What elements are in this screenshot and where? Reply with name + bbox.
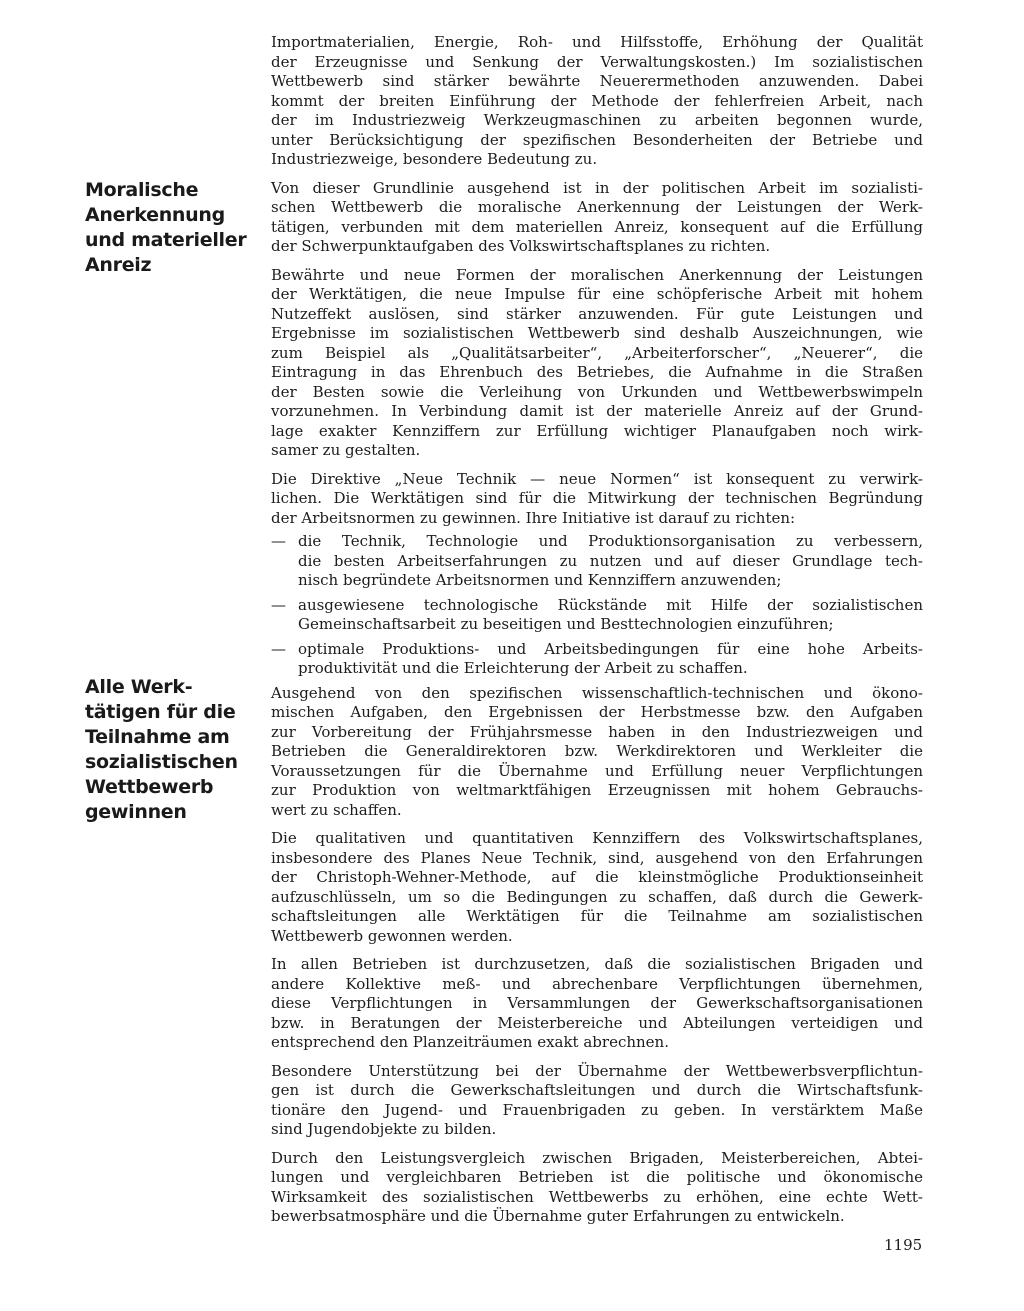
list-dash: —	[271, 639, 286, 658]
text-line: unter Berücksichtigung der spezifischen Besonderheiten der Betriebe und	[271, 130, 923, 149]
sidenote-all-workers	[85, 675, 260, 825]
sidenote-line: gewinnen	[85, 801, 187, 823]
text-line: zur Produktion von weltmarktfähigen Erzeugnissen mit hohem Gebrauchs-	[271, 781, 923, 799]
text-line: Durch den Leistungsvergleich zwischen Brigaden, Meisterbereichen, Abtei-	[271, 1148, 923, 1167]
text-line: Die Direktive „Neue Technik — neue Normen“ ist konsequent zu verwirk-	[271, 469, 923, 488]
text-line: Importmaterialien, Energie, Roh- und Hilfsstoffe, Erhöhung der Qualität	[271, 33, 923, 51]
text-line: der Besten sowie die Verleihung von Urkunden und Wettbewerbswimpeln	[271, 382, 923, 401]
sidenote-line: Teilnahme am	[85, 726, 230, 748]
list-item	[271, 532, 923, 591]
text-line: sind Jugendobjekte zu bilden.	[271, 1120, 497, 1138]
text-line: nisch begründete Arbeitsnormen und Kennziffern anzuwenden;	[298, 571, 782, 589]
text-line: samer zu gestalten.	[271, 441, 421, 459]
text-line: der im Industriezweig Werkzeugmaschinen zu arbeiten begonnen wurde,	[271, 111, 923, 129]
list-dash: —	[271, 532, 286, 550]
text-line: Wirksamkeit des sozialistischen Wettbewerbs zu erhöhen, eine echte Wett-	[271, 1187, 923, 1206]
text-line: In allen Betrieben ist durchzusetzen, daß die sozialistischen Brigaden und	[271, 955, 923, 973]
text-line: der Erzeugnisse und Senkung der Verwaltungskosten.) Im sozialistischen	[271, 52, 923, 71]
paragraph-7	[271, 955, 923, 1053]
paragraph-3	[271, 266, 923, 461]
text-line: wert zu schaffen.	[271, 800, 402, 819]
text-line: zur Vorbereitung der Frühjahrsmesse haben in den Industriezweigen und	[271, 722, 923, 741]
text-line: Betrieben die Generaldirektoren bzw. Werkdirektoren und Werkleiter die	[271, 742, 923, 760]
text-line: die besten Arbeitserfahrungen zu nutzen und auf dieser Grundlage tech-	[298, 551, 923, 570]
text-line: produktivität und die Erleichterung der Arbeit zu schaffen.	[298, 659, 748, 677]
text-line: gen ist durch die Gewerkschaftsleitungen und durch die Wirtschaftsfunk-	[271, 1081, 923, 1099]
text-line: der Werktätigen, die neue Impulse für eine schöpferische Arbeit mit hohem	[271, 285, 923, 303]
text-line: Ausgehend von den spezifischen wissenschaftlich-technischen und ökono-	[271, 683, 923, 702]
text-line: Nutzeffekt auslösen, sind stärker anzuwenden. Für gute Leistungen und	[271, 304, 923, 323]
text-line: tätigen, verbunden mit dem materiellen Anreiz, konsequent auf die Erfüllung	[271, 217, 923, 236]
sidenote-line: sozialistischen	[85, 751, 238, 773]
text-line: schen Wettbewerb die moralische Anerkennung der Leistungen der Werk-	[271, 198, 923, 216]
text-line: ausgewiesene technologische Rückstände mit Hilfe der sozialistischen	[298, 595, 923, 614]
sidenote-line: Wettbewerb	[85, 776, 214, 798]
paragraph-2	[271, 179, 923, 257]
sidenote-line: und materieller	[85, 229, 247, 251]
text-line: Bewährte und neue Formen der moralischen Anerkennung der Leistungen	[271, 265, 923, 284]
text-line: lichen. Die Werktätigen sind für die Mitwirkung der technischen Begründung	[271, 489, 923, 507]
sidenote-line: tätigen für die	[85, 701, 236, 723]
text-line: Gemeinschaftsarbeit zu beseitigen und Besttechnologien einzuführen;	[298, 615, 834, 633]
list-item	[271, 596, 923, 635]
text-line: Wettbewerb sind stärker bewährte Neuerermethoden anzuwenden. Dabei	[271, 72, 923, 90]
text-line: zum Beispiel als „Qualitätsarbeiter“, „Arbeiterforscher“, „Neuerer“, die	[271, 343, 923, 362]
paragraph-5	[271, 684, 923, 821]
sidenote-line: Anreiz	[85, 254, 152, 276]
text-line: vorzunehmen. In Verbindung damit ist der materielle Anreiz auf der Grund-	[271, 402, 923, 420]
text-line: kommt der breiten Einführung der Methode der fehlerfreien Arbeit, nach	[271, 91, 923, 110]
text-line: Eintragung in das Ehrenbuch des Betriebes, die Aufnahme in die Straßen	[271, 363, 923, 381]
text-line: bewerbsatmosphäre und die Übernahme guter Erfahrungen zu entwickeln.	[271, 1207, 845, 1225]
sidenote-line: Moralische	[85, 179, 199, 201]
text-line: lage exakter Kennziffern zur Erfüllung wichtiger Planaufgaben noch wirk-	[271, 421, 923, 440]
text-line: Ergebnisse im sozialistischen Wettbewerb sind deshalb Auszeichnungen, wie	[271, 324, 923, 342]
paragraph-8	[271, 1062, 923, 1140]
text-line: entsprechend den Planzeiträumen exakt abrechnen.	[271, 1033, 669, 1051]
text-line: der Christoph-Wehner-Methode, auf die kleinstmögliche Produktionseinheit	[271, 868, 923, 886]
text-line: der Schwerpunktaufgaben des Volkswirtschaftsplanes zu richten.	[271, 237, 771, 255]
text-line: die Technik, Technologie und Produktionsorganisation zu verbessern,	[298, 532, 923, 550]
list-item	[271, 640, 923, 679]
text-line: aufzuschlüsseln, um so die Bedingungen zu schaffen, daß durch die Gewerk-	[271, 887, 923, 906]
text-line: diese Verpflichtungen in Versammlungen der Gewerkschaftsorganisationen	[271, 994, 923, 1012]
text-line: tionäre den Jugend- und Frauenbrigaden zu geben. In verstärktem Maße	[271, 1100, 923, 1119]
sidenote-moral-recognition	[85, 178, 260, 278]
text-line: Voraussetzungen für die Übernahme und Erfüllung neuer Verpflichtungen	[271, 761, 923, 780]
text-line: Wettbewerb gewonnen werden.	[271, 926, 513, 945]
text-line: mischen Aufgaben, den Ergebnissen der Herbstmesse bzw. den Aufgaben	[271, 703, 923, 721]
paragraph-6	[271, 829, 923, 946]
text-line: Die qualitativen und quantitativen Kennziffern des Volkswirtschaftsplanes,	[271, 829, 923, 847]
text-line: Von dieser Grundlinie ausgehend ist in der politischen Arbeit im sozialisti-	[271, 178, 923, 197]
text-line: Besondere Unterstützung bei der Übernahme der Wettbewerbsverpflichtun-	[271, 1061, 923, 1080]
text-line: andere Kollektive meß- und abrechenbare Verpflichtungen übernehmen,	[271, 974, 923, 993]
paragraph-9	[271, 1149, 923, 1227]
main-text-column	[271, 33, 923, 1236]
sidenote-line: Anerkennung	[85, 204, 225, 226]
page-number: 1195	[884, 1236, 923, 1254]
text-line: insbesondere des Planes Neue Technik, sind, ausgehend von den Erfahrungen	[271, 848, 923, 867]
sidenote-line: Alle Werk-	[85, 676, 193, 698]
paragraph-1	[271, 33, 923, 170]
text-line: schaftsleitungen alle Werktätigen für die Teilnahme am sozialistischen	[271, 907, 923, 925]
text-line: der Arbeitsnormen zu gewinnen. Ihre Initiative ist darauf zu richten:	[271, 508, 796, 527]
text-line: Industriezweige, besondere Bedeutung zu.	[271, 150, 598, 168]
paragraph-4	[271, 470, 923, 529]
text-line: optimale Produktions- und Arbeitsbedingungen für eine hohe Arbeits-	[298, 639, 923, 658]
text-line: bzw. in Beratungen der Meisterbereiche und Abteilungen verteidigen und	[271, 1013, 923, 1032]
text-line: lungen und vergleichbaren Betrieben ist die politische und ökonomische	[271, 1168, 923, 1186]
list-dash: —	[271, 595, 286, 614]
